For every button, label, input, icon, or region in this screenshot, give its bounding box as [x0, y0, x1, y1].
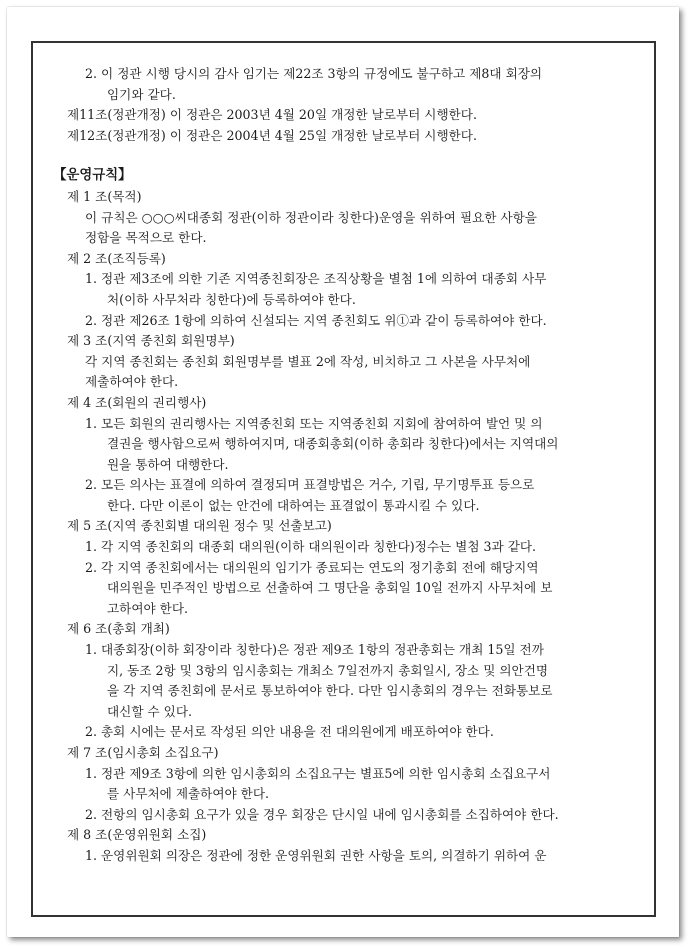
text-line: 를 사무처에 제출하여야 한다. [107, 786, 269, 802]
text-line: 2. 각 지역 종친회에서는 대의원의 임기가 종료되는 연도의 정기총회 전에 해당지역 [85, 559, 539, 575]
text-line: 제 6 조(총회 개최) [67, 621, 170, 637]
text-line: 제12조(정관개정) 이 정관은 2004년 4월 25일 개정한 날로부터 시행한다. [67, 127, 477, 143]
text-line: 제 7 조(임시총회 소집요구) [67, 745, 219, 760]
text-line: 제 1 조(목적) [67, 188, 142, 204]
text-line: 처(이하 사무처라 칭한다)에 등록하여야 한다. [107, 291, 356, 307]
text-line: 결권을 행사함으로써 행하여지며, 대종회총회(이하 총회라 칭한다)에서는 지역대의 [107, 436, 559, 452]
text-line: 1. 운영위원회 의장은 정관에 정한 운영위원회 권한 사항을 토의, 의결하기 위하여 운 [85, 847, 547, 863]
text-line: 대신할 수 있다. [107, 703, 193, 719]
text-line: 원을 통하여 대행한다. [107, 456, 229, 472]
text-line: 2. 정관 제26조 1항에 의하여 신설되는 지역 종친회도 위①과 같이 등록하여야 한다. [85, 312, 547, 328]
text-line: 제 8 조(운영위원회 소집) [67, 827, 207, 843]
text-line: 제 3 조(지역 종친회 회원명부) [67, 333, 235, 349]
text-line: 지, 동조 2항 및 3항의 임시총회는 개최소 7일전까지 총회일시, 장소 및 의안건명 [107, 662, 549, 678]
text-line: 제11조(정관개정) 이 정관은 2003년 4월 20일 개정한 날로부터 시행한다. [67, 107, 477, 123]
text-line: 1. 대종회장(이하 회장이라 칭한다)은 정관 제9조 1항의 정관총회는 개최 15일 전까 [85, 642, 544, 658]
text-line: 2. 전항의 임시총회 요구가 있을 경우 회장은 단시일 내에 임시총회를 소집하여야 한다. [85, 806, 559, 822]
document-body [53, 64, 647, 867]
text-line: 임기와 같다. [107, 86, 176, 102]
text-line: 제 2 조(조직등록) [67, 250, 166, 266]
text-line: 이 규칙은 ○○○씨대종회 정관(이하 정관이라 칭한다)운영을 위하여 필요한 사항을 [85, 209, 537, 225]
text-line: 고하여야 한다. [107, 600, 188, 616]
text-line: 제 4 조(회원의 권리행사) [67, 394, 207, 410]
text-line: 2. 총회 시에는 문서로 작성된 의안 내용을 전 대의원에게 배포하여야 한다. [85, 724, 494, 740]
text-line: 1. 정관 제3조에 의한 기존 지역종친회장은 조직상황을 별첨 1에 의하여 대종회 사무 [85, 271, 547, 287]
text-line: 한다. 다만 이론이 없는 안건에 대하여는 표결없이 통과시킬 수 있다. [107, 497, 480, 513]
text-line: 2. 이 정관 시행 당시의 감사 임기는 제22조 3항의 규정에도 불구하고 제8대 회장의 [85, 66, 543, 81]
text-line: 1. 모든 회원의 권리행사는 지역종친회 또는 지역종친회 지회에 참여하여 발언 및 의 [85, 415, 543, 431]
section-heading: 【운영규칙】 [53, 168, 132, 184]
text-line: 2. 모든 의사는 표결에 의하여 결정되며 표결방법은 거수, 기립, 무기명투표 등으로 [85, 477, 535, 493]
text-line: 1. 각 지역 종친회의 대종회 대의원(이하 대의원이라 칭한다)정수는 별첨 3과 같다. [85, 539, 537, 555]
text-line: 을 각 지역 종친회에 문서로 통보하여야 한다. 다만 임시총회의 경우는 전화통보로 [107, 683, 553, 699]
text-line: 대의원을 민주적인 방법으로 선출하여 그 명단을 총회일 10일 전까지 사무처에 보 [107, 580, 553, 596]
text-line: 정함을 목적으로 한다. [85, 230, 207, 246]
text-line: 제 5 조(지역 종친회별 대의원 정수 및 선출보고) [67, 518, 332, 534]
text-line: 1. 정관 제9조 3항에 의한 임시총회의 소집요구는 별표5에 의한 임시총회 소집요구서 [85, 765, 551, 781]
text-line: 각 지역 종친회는 종친회 회원명부를 별표 2에 작성, 비치하고 그 사본을 사무처에 [85, 353, 531, 369]
spacer [67, 146, 647, 166]
text-line: 제출하여야 한다. [85, 374, 179, 390]
